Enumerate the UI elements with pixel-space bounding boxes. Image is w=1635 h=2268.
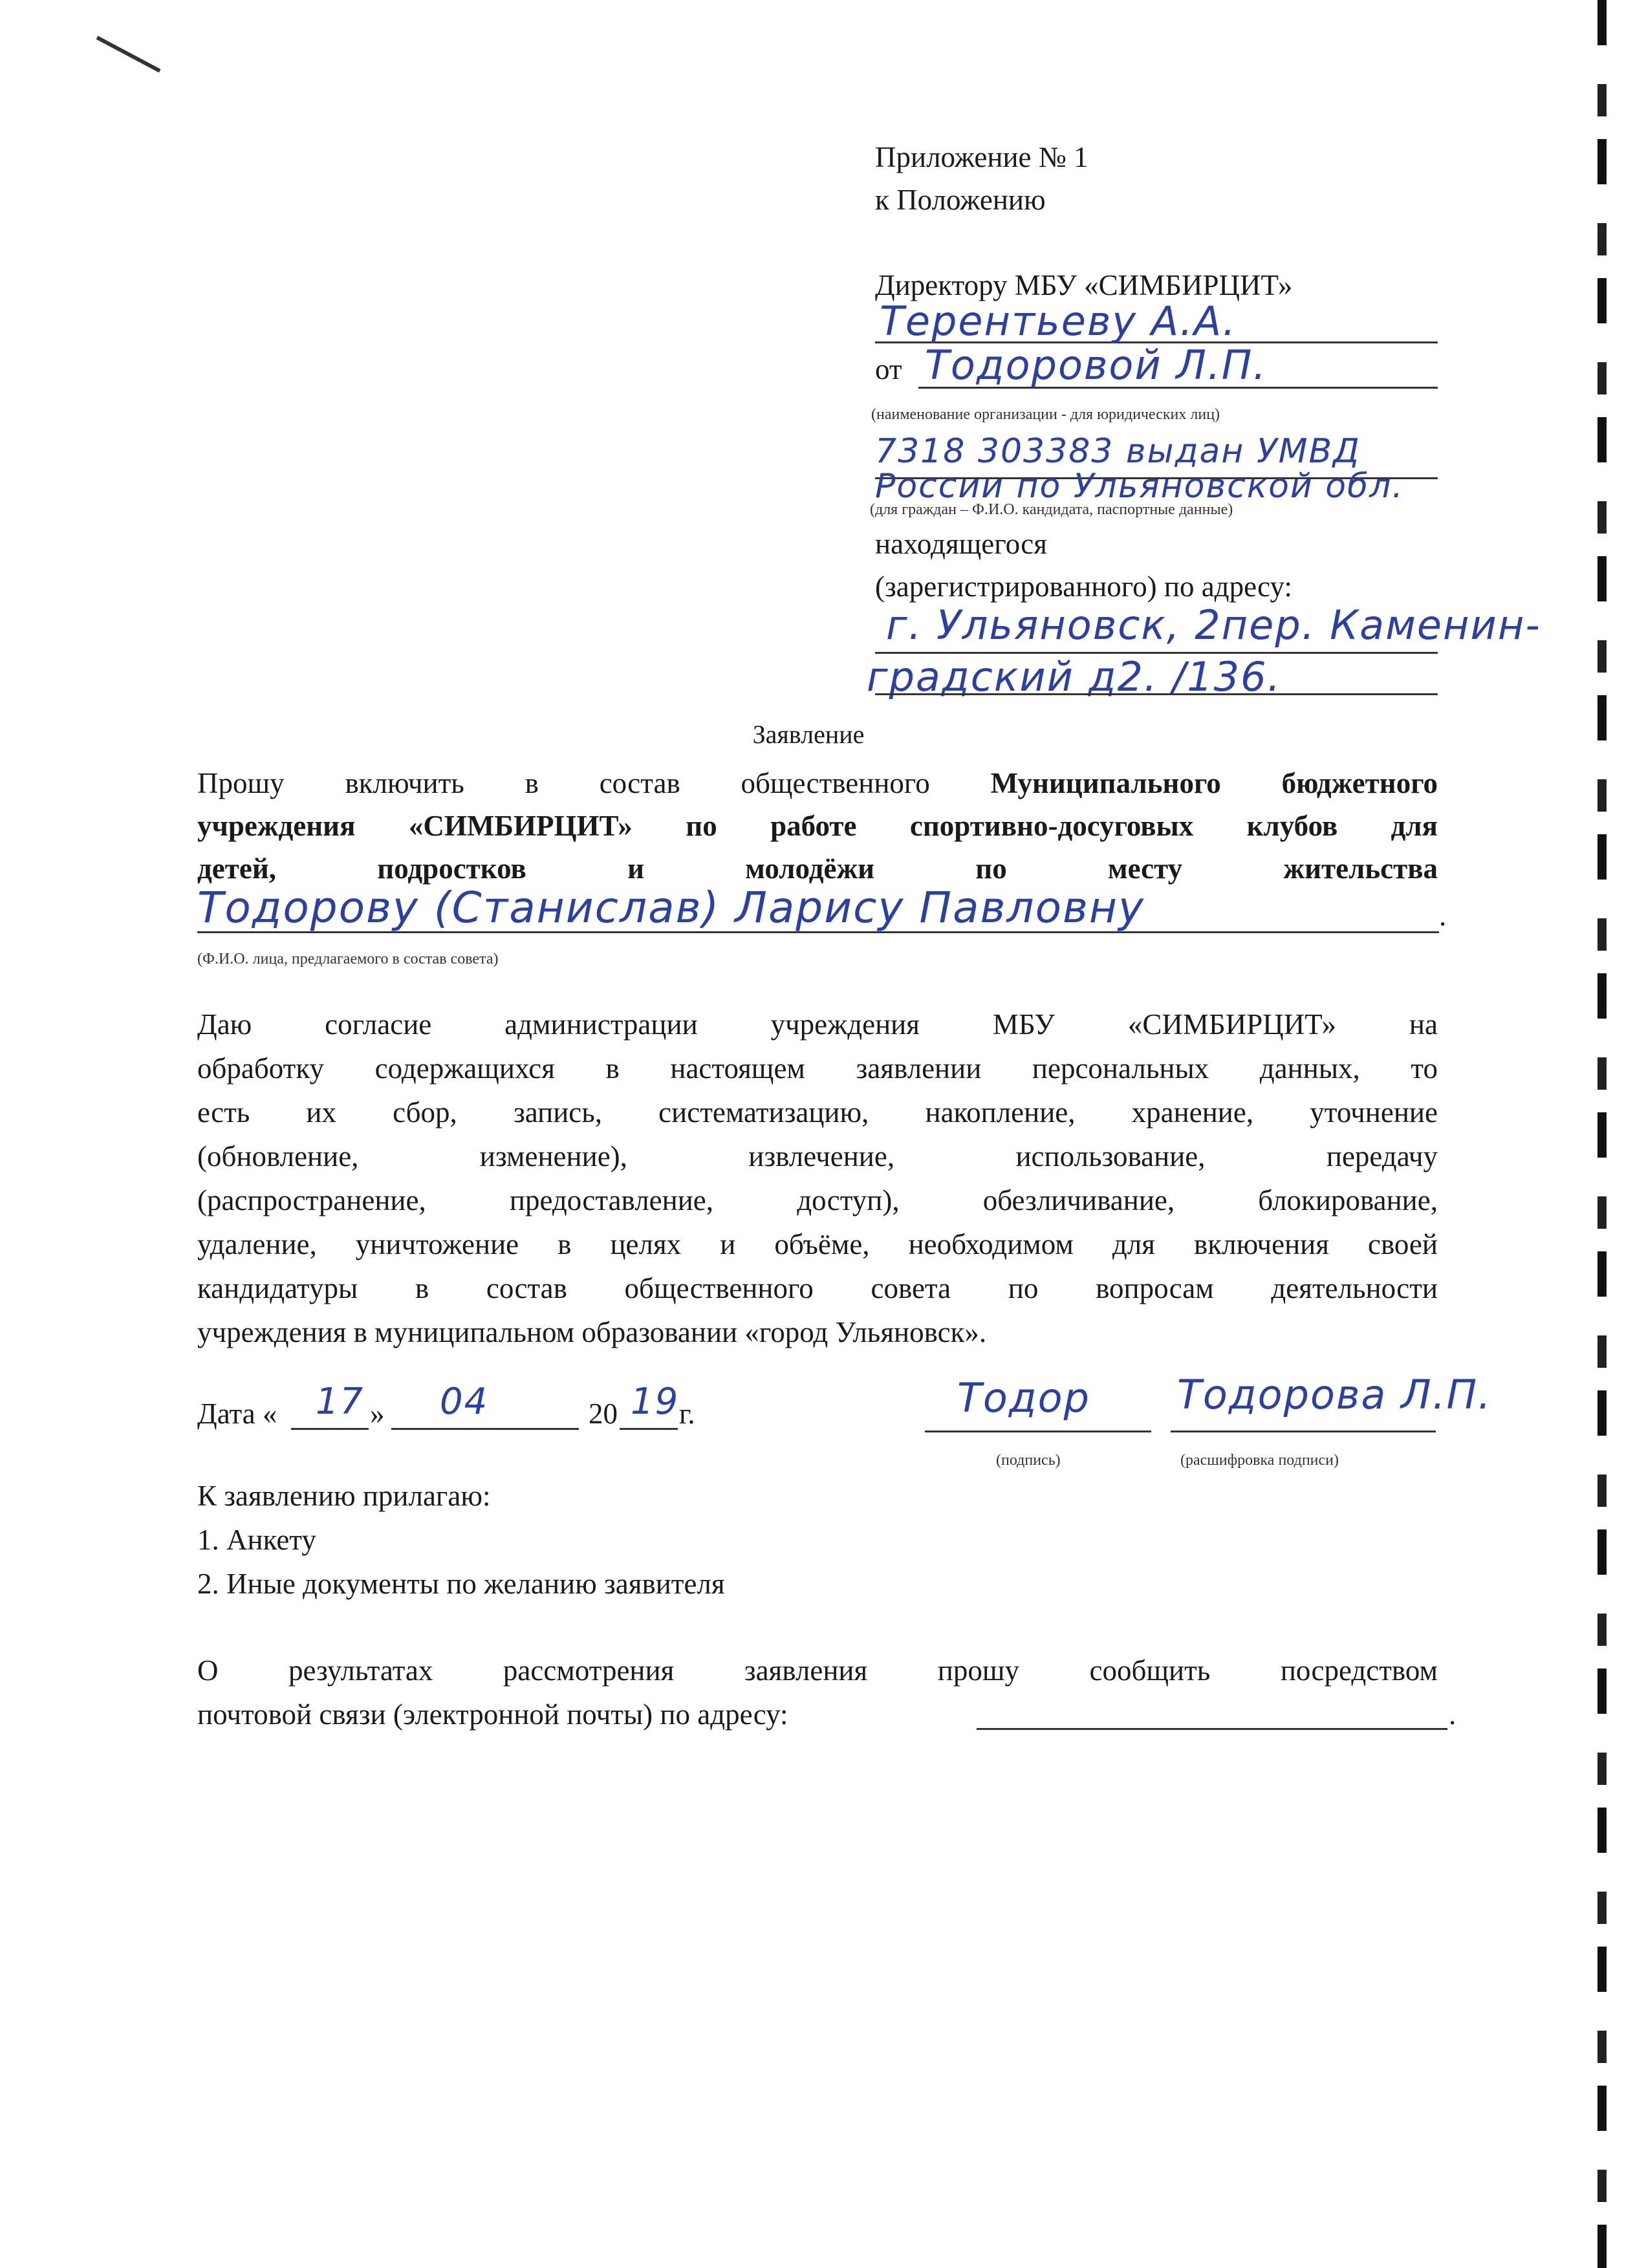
consent-line-5: (распространение, предоставление, доступ), обезличивание, блокирование, (197, 1184, 1438, 1216)
decoding-caption: (расшифровка подписи) (1180, 1452, 1339, 1469)
month-handwritten: 04 (440, 1381, 489, 1423)
day-line (291, 1428, 369, 1430)
signature-caption: (подпись) (996, 1452, 1061, 1469)
date-label: Дата « (197, 1398, 277, 1430)
attachments-heading: К заявлению прилагаю: (197, 1480, 491, 1512)
registered-label: (зарегистрированного) по адресу: (875, 570, 1292, 603)
address-handwritten-1: г. Ульяновск, 2пер. Каменин- (886, 601, 1541, 649)
residing-label: находящегося (875, 528, 1047, 560)
signature-handwritten: Тодор (957, 1374, 1090, 1421)
consent-line-1: Даю согласие администрации учреждения МБУ «СИМБИРЦИТ» на (197, 1008, 1438, 1041)
passport-handwritten-2: России по Ульяновской обл. (875, 467, 1404, 506)
from-name-handwritten: Тодоровой Л.П. (925, 341, 1268, 389)
request-line-1-bold: Муниципального бюджетного (990, 767, 1438, 799)
citizen-caption: (для граждан – Ф.И.О. кандидата, паспортные данные) (870, 501, 1233, 518)
org-caption: (наименование организации - для юридических лиц) (871, 406, 1220, 423)
year-prefix: 20 (589, 1398, 618, 1430)
addressee-label: Директору МБУ «СИМБИРЦИТ» (875, 269, 1293, 301)
result-period: . (1449, 1698, 1456, 1731)
attachment-item-1: 1. Анкету (197, 1524, 316, 1556)
request-line-1 (197, 763, 1438, 803)
year-handwritten: 19 (631, 1381, 680, 1423)
passport-handwritten-1: 7318 303383 выдан УМВД (875, 432, 1361, 471)
consent-line-7: кандидатуры в состав общественного совета по вопросам деятельности (197, 1272, 1438, 1304)
appendix-label: Приложение № 1 (875, 141, 1088, 173)
nominee-handwritten: Тодорову (Станислав) Ларису Павловну (197, 883, 1145, 933)
address-line-2 (875, 693, 1438, 695)
result-line-2: почтовой связи (электронной почты) по адресу: (197, 1698, 788, 1731)
signature-line (925, 1431, 1151, 1432)
scan-mark (96, 36, 161, 72)
attachment-item-2: 2. Иные документы по желанию заявителя (197, 1568, 725, 1600)
director-name-handwritten: Терентьеву А.А. (880, 297, 1237, 345)
consent-line-8: учреждения в муниципальном образовании «город Ульяновск». (197, 1316, 987, 1348)
address-handwritten-2: градский д2. /136. (867, 653, 1282, 700)
request-line-3: детей, подростков и молодёжи по месту жительства (197, 852, 1438, 885)
nominee-caption: (Ф.И.О. лица, предлагаемого в состав совета) (197, 951, 499, 967)
month-separator: » (370, 1398, 385, 1430)
day-handwritten: 17 (316, 1381, 365, 1423)
request-line-2: учреждения «СИМБИРЦИТ» по работе спортивно-досуговых клубов для (197, 810, 1438, 842)
decoding-handwritten: Тодорова Л.П. (1177, 1371, 1492, 1418)
document-title: Заявление (752, 720, 865, 749)
from-label: от (875, 353, 902, 385)
consent-line-2: обработку содержащихся в настоящем заявлении персональных данных, то (197, 1052, 1438, 1085)
nominee-period: . (1439, 900, 1447, 932)
consent-line-4: (обновление, изменение), извлечение, использование, передачу (197, 1140, 1438, 1172)
result-line-1: О результатах рассмотрения заявления прошу сообщить посредством (197, 1654, 1438, 1687)
regulation-label: к Положению (875, 184, 1046, 216)
year-suffix: г. (679, 1398, 695, 1430)
request-line-1-text: Прошу включить в состав общественного (197, 767, 930, 799)
email-line (977, 1728, 1447, 1730)
decoding-line (1171, 1431, 1436, 1432)
consent-line-6: удаление, уничтожение в целях и объёме, необходимом для включения своей (197, 1228, 1438, 1260)
year-line (620, 1428, 678, 1430)
scan-edge (1597, 0, 1607, 2268)
consent-line-3: есть их сбор, запись, систематизацию, накопление, хранение, уточнение (197, 1096, 1438, 1129)
month-line (391, 1428, 579, 1430)
